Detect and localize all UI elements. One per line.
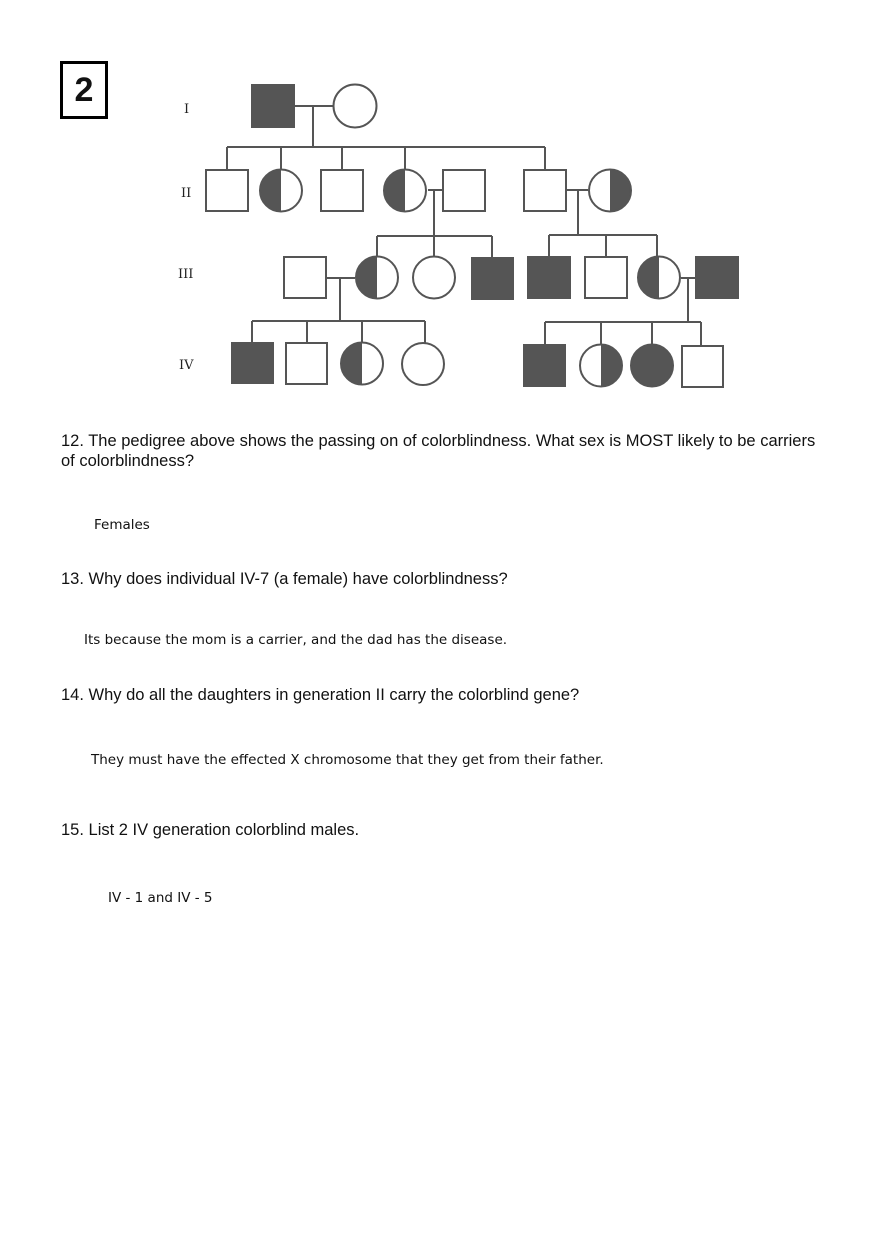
answer-13: Its because the mom is a carrier, and the dad has the disease. (84, 632, 508, 648)
pedigree-II-5-male (443, 170, 485, 211)
question-15: 15. List 2 IV generation colorblind males. (61, 821, 360, 839)
pedigree-III-6-male (585, 257, 627, 298)
pedigree-II-1-male (206, 170, 248, 211)
generation-label-3: III (178, 267, 194, 282)
generation-label-2: II (181, 186, 192, 201)
pedigree-IV-2-male (286, 343, 327, 384)
pedigree-III-1-male (284, 257, 326, 298)
pedigree-III-2-carrier-female (356, 257, 398, 299)
pedigree-II-4-carrier-female (384, 170, 426, 212)
pedigree-III-7-carrier-female (638, 257, 680, 299)
pedigree-IV-4-female (402, 343, 444, 385)
question-14: 14. Why do all the daughters in generation II carry the colorblind gene? (61, 686, 580, 704)
pedigree-III-5-affected-male (528, 257, 570, 298)
pedigree-IV-8-male (682, 346, 723, 387)
question-12: 12. The pedigree above shows the passing on of colorblindness. What sex is MOST likely to be carriers of colorblindness? (61, 432, 816, 470)
pedigree-lines (227, 106, 701, 345)
pedigree-IV-6-carrier-female (580, 345, 622, 387)
answer-14: They must have the effected X chromosome that they get from their father. (91, 752, 604, 768)
pedigree-IV-7-affected-female (631, 345, 673, 387)
pedigree-III-4-affected-male (472, 258, 513, 299)
pedigree-II-2-carrier-female (260, 170, 302, 212)
generation-label-4: IV (179, 358, 194, 373)
generation-label-1: I (184, 102, 190, 117)
page-number: 2 (60, 61, 108, 119)
pedigree-II-3-male (321, 170, 363, 211)
pedigree-III-8-affected-male (696, 257, 738, 298)
question-13: 13. Why does individual IV-7 (a female) have colorblindness? (61, 570, 508, 588)
pedigree-I-2-female (334, 85, 377, 128)
answer-12: Females (94, 517, 150, 533)
answer-15: IV - 1 and IV - 5 (108, 890, 213, 906)
pedigree-IV-5-affected-male (524, 345, 565, 386)
pedigree-I-1-affected-male (252, 85, 294, 127)
pedigree-II-6-male (524, 170, 566, 211)
pedigree-II-7-carrier-female (589, 170, 631, 212)
pedigree-chart (0, 0, 880, 420)
pedigree-IV-1-affected-male (232, 343, 273, 383)
pedigree-III-3-female (413, 257, 455, 299)
pedigree-IV-3-carrier-female (341, 343, 383, 385)
